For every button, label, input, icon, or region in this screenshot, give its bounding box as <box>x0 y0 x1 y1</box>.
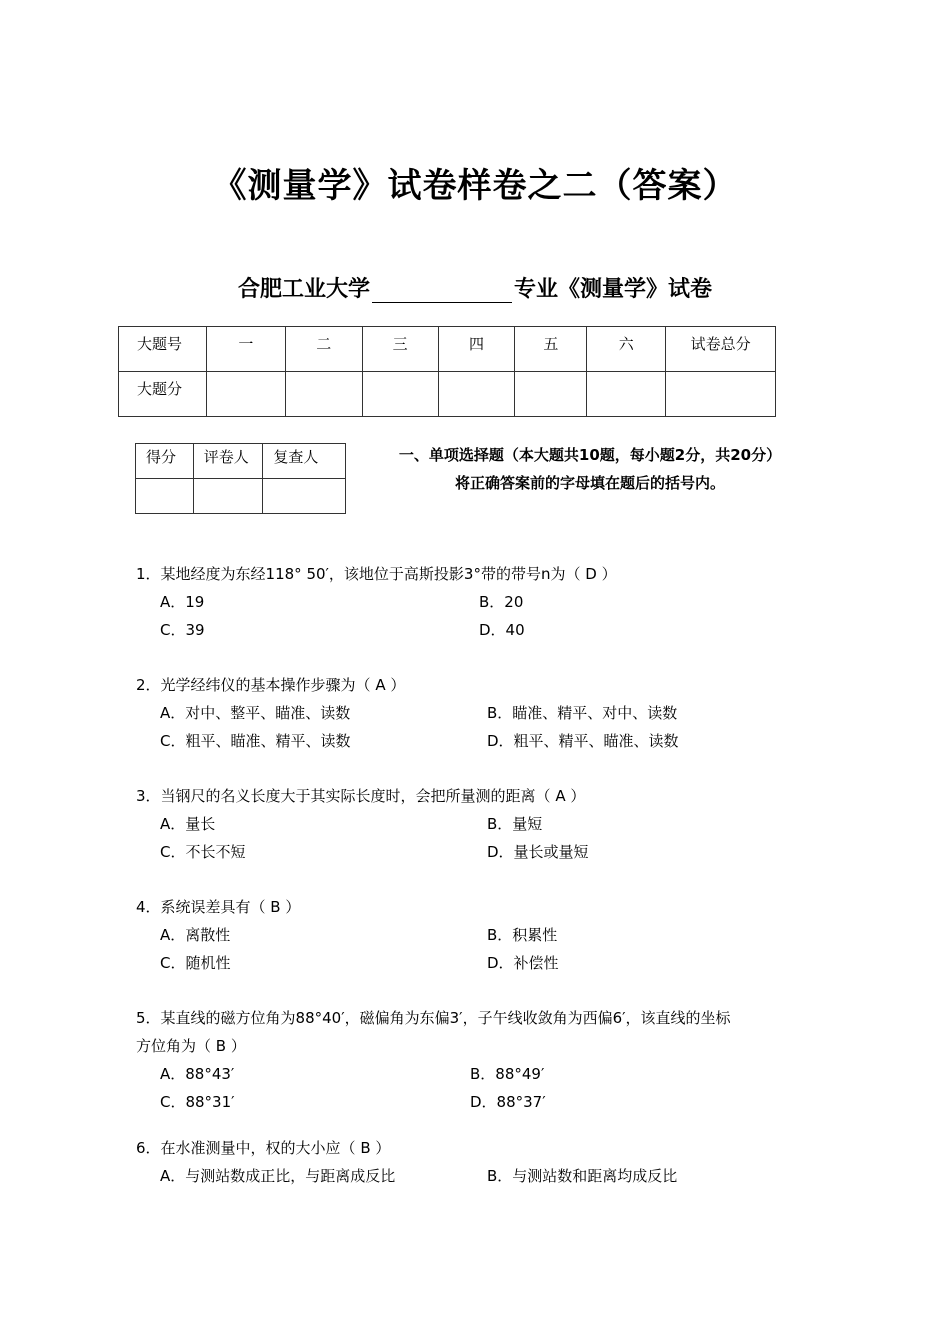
option-b: B．量短 <box>487 815 543 833</box>
grader-value-cell <box>136 479 194 514</box>
option-c: C．88°31′ <box>160 1093 235 1111</box>
option-d: D．量长或量短 <box>487 843 589 861</box>
score-header-cell: 试卷总分 <box>666 327 776 372</box>
question-stem: 3．当钢尺的名义长度大于其实际长度时，会把所量测的距离（ A ） <box>136 787 586 805</box>
option-d: D．40 <box>479 621 525 639</box>
grader-header-cell: 复查人 <box>263 444 346 479</box>
question-stem-continued: 方位角为（ B ） <box>136 1037 246 1055</box>
option-c: C．随机性 <box>160 954 231 972</box>
question-stem: 2．光学经纬仪的基本操作步骤为（ A ） <box>136 676 406 694</box>
option-d: D．88°37′ <box>470 1093 546 1111</box>
option-d: D．粗平、精平、瞄准、读数 <box>487 732 679 750</box>
option-a: A．离散性 <box>160 926 231 944</box>
score-value-cell <box>362 372 438 417</box>
grader-table <box>135 443 346 514</box>
score-header-cell: 六 <box>587 327 666 372</box>
option-a: A．与测站数成正比，与距离成反比 <box>160 1167 396 1185</box>
option-c: C．粗平、瞄准、精平、读数 <box>160 732 351 750</box>
score-value-cell <box>438 372 515 417</box>
major-blank-line <box>372 280 512 303</box>
option-d: D．补偿性 <box>487 954 559 972</box>
score-value-cell <box>587 372 666 417</box>
university-name: 合肥工业大学 <box>237 277 370 302</box>
section-title: 一、单项选择题（本大题共10题，每小题2分，共20分） <box>398 446 782 464</box>
score-header-cell: 四 <box>438 327 515 372</box>
option-b: B．与测站数和距离均成反比 <box>487 1167 678 1185</box>
option-c: C．不长不短 <box>160 843 246 861</box>
grader-value-cell <box>193 479 263 514</box>
option-a: A．对中、整平、瞄准、读数 <box>160 704 351 722</box>
score-value-cell <box>515 372 587 417</box>
grader-value-cell <box>263 479 346 514</box>
option-b: B．积累性 <box>487 926 558 944</box>
document-title: 《测量学》试卷样卷之二（答案） <box>212 166 738 206</box>
section-heading <box>360 441 820 497</box>
question-stem: 5．某直线的磁方位角为88°40′，磁偏角为东偏3′，子午线收敛角为西偏6′，该直线的坐标 <box>136 1009 731 1027</box>
option-b: B．88°49′ <box>470 1065 545 1083</box>
score-value-cell <box>206 372 285 417</box>
score-row-label: 大题分 <box>119 372 207 417</box>
question-stem: 4．系统误差具有（ B ） <box>136 898 301 916</box>
score-table <box>118 326 776 417</box>
option-a: A．19 <box>160 593 205 611</box>
score-header-cell: 三 <box>362 327 438 372</box>
subtitle-suffix: 专业《测量学》试卷 <box>514 277 713 302</box>
option-b: B．瞄准、精平、对中、读数 <box>487 704 678 722</box>
question-stem: 1．某地经度为东经118° 50′，该地位于高斯投影3°带的带号n为（ D ） <box>136 565 617 583</box>
option-a: A．量长 <box>160 815 216 833</box>
section-instruction: 将正确答案前的字母填在题后的括号内。 <box>454 474 725 492</box>
grader-header-cell: 评卷人 <box>193 444 263 479</box>
score-header-cell: 五 <box>515 327 587 372</box>
question-stem: 6．在水准测量中，权的大小应（ B ） <box>136 1139 391 1157</box>
score-value-cell <box>666 372 776 417</box>
option-b: B．20 <box>479 593 524 611</box>
option-a: A．88°43′ <box>160 1065 235 1083</box>
exam-subtitle <box>0 272 950 303</box>
score-header-cell: 二 <box>285 327 362 372</box>
grader-value-row <box>136 479 346 514</box>
score-header-cell: 一 <box>206 327 285 372</box>
grader-header-cell: 得分 <box>136 444 194 479</box>
score-table-header-row <box>119 327 776 372</box>
score-header-cell: 大题号 <box>119 327 207 372</box>
option-c: C．39 <box>160 621 205 639</box>
score-table-value-row <box>119 372 776 417</box>
score-value-cell <box>285 372 362 417</box>
grader-header-row <box>136 444 346 479</box>
